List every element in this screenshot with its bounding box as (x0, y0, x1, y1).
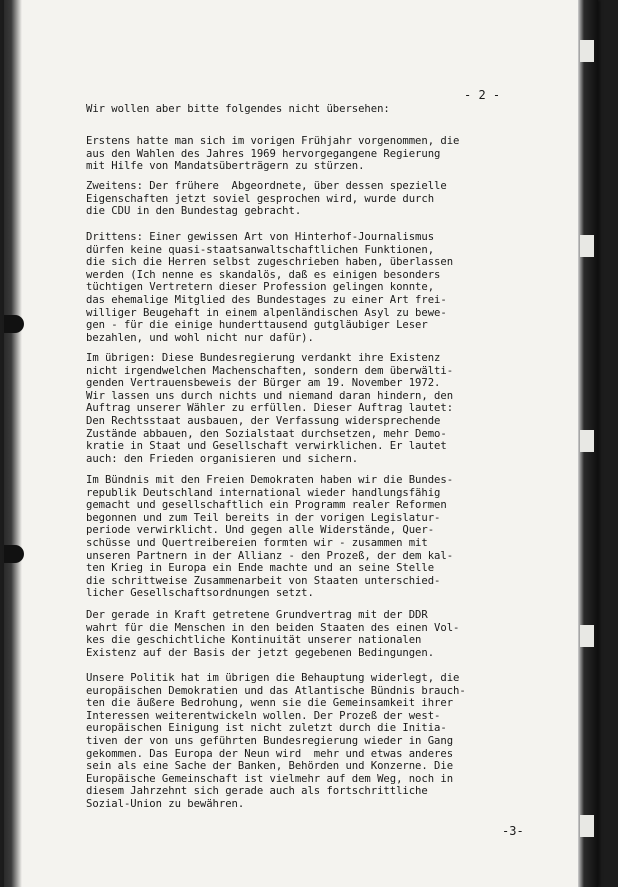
text-line: republik Deutschland international wieder handlungsfähig (86, 486, 441, 499)
text-line: Drittens: Einer gewissen Art von Hinterhof-Journalismus (86, 231, 435, 243)
text-line: licher Gesellschaftsordnungen setzt. (86, 587, 314, 600)
text-line: nicht irgendwelchen Machenschaften, sondern dem überwälti- (86, 364, 454, 377)
text-line: Unsere Politik hat im übrigen die Behauptung widerlegt, die (86, 672, 460, 684)
paragraph-grundvertrag (86, 609, 518, 659)
text-line: kes die geschichtliche Kontinuität unserer nationalen (86, 634, 422, 647)
edge-tab (580, 430, 594, 452)
text-line: gekommen. Das Europa der Neun wird mehr und etwas anderes (86, 747, 454, 760)
text-line: Im übrigen: Diese Bundesregierung verdankt ihre Existenz (86, 352, 441, 364)
text-line: Im Bündnis mit den Freien Demokraten haben wir die Bundes- (86, 474, 454, 486)
text-line: die CDU in den Bundestag gebracht. (86, 205, 302, 218)
text-line: Auftrag unserer Wähler zu erfüllen. Dieser Auftrag lautet: (86, 402, 454, 415)
text-line: Erstens hatte man sich im vorigen Frühjahr vorgenommen, die (86, 135, 460, 147)
paragraph-zweitens (86, 180, 518, 218)
text-line: periode verwirklicht. Und gegen alle Widerstände, Quer- (86, 524, 435, 537)
text-line: diesem Jahrzehnt sich gerade auch als fortschrittliche (86, 785, 428, 798)
text-line: begonnen und zum Teil bereits in der vorigen Legislatur- (86, 511, 441, 524)
text-line: Europäische Gemeinschaft ist vielmehr auf dem Weg, noch in (86, 772, 454, 785)
text-line: williger Beugehaft in einem alpenländischen Asyl zu bewe- (86, 306, 447, 319)
text-line: gen - für die einige hunderttausend gutgläubiger Leser (86, 319, 428, 332)
text-line: unseren Partnern in der Allianz - den Prozeß, der dem kal- (86, 549, 454, 562)
next-page-marker: -3- (502, 824, 524, 838)
text-line: wahrt für die Menschen in den beiden Staaten des einen Vol- (86, 621, 460, 634)
punch-hole (4, 315, 24, 333)
text-line: aus den Wahlen des Jahres 1969 hervorgegangene Regierung (86, 147, 441, 160)
text-line: Der gerade in Kraft getretene Grundvertrag mit der DDR (86, 609, 428, 621)
text-line: kratie in Staat und Gesellschaft verwirklichen. Er lautet (86, 440, 447, 453)
text-line: schüsse und Quertreibereien formten wir - zusammen mit (86, 536, 428, 549)
text-line: dürfen keine quasi-staatsanwaltschaftlichen Funktionen, (86, 243, 435, 256)
text-line: werden (Ich nenne es skandalös, daß es einigen besonders (86, 268, 441, 281)
text-line: ten Krieg in Europa ein Ende machte und an seine Stelle (86, 562, 435, 575)
text-line: Zustände abbauen, den Sozialstaat durchsetzen, mehr Demo- (86, 427, 447, 440)
text-line: die schrittweise Zusammenarbeit von Staaten unterschied- (86, 574, 441, 587)
binder-edge (4, 0, 22, 887)
text-line: Eigenschaften jetzt soviel gesprochen wird, wurde durch (86, 192, 435, 205)
text-line: mit Hilfe von Mandatsüberträgern zu stürzen. (86, 160, 365, 173)
text-line: Existenz auf der Basis der jetzt gegebenen Bedingungen. (86, 646, 435, 659)
edge-tab (580, 625, 594, 647)
text-line: Wir wollen aber bitte folgendes nicht übersehen: (86, 103, 390, 115)
text-line: Den Rechtsstaat ausbauen, der Verfassung widersprechende (86, 414, 441, 427)
text-line: europäischen Demokratien und das Atlantische Bündnis brauch- (86, 684, 466, 697)
text-line: das ehemalige Mitglied des Bundestages zu einer Art frei- (86, 293, 447, 306)
text-line: die sich die Herren selbst zugeschrieben haben, überlassen (86, 256, 454, 269)
paragraph-intro (86, 103, 518, 116)
text-line: bezahlen, und wohl nicht nur dafür). (86, 331, 314, 344)
text-line: Sozial-Union zu bewähren. (86, 797, 245, 810)
text-line: tüchtigen Vertretern dieser Profession gelingen konnte, (86, 281, 435, 294)
text-line: Wir lassen uns durch nichts und niemand daran hindern, den (86, 389, 454, 402)
text-line: europäischen Einigung ist nicht zuletzt durch die Initia- (86, 722, 447, 735)
text-line: sein als eine Sache der Banken, Behörden und Konzerne. Die (86, 760, 454, 773)
text-line: ten die äußere Bedrohung, wenn sie die Gemeinsamkeit ihrer (86, 697, 454, 710)
paragraph-unsere-politik (86, 672, 518, 811)
paragraph-erstens (86, 135, 518, 173)
page-number: - 2 - (464, 88, 501, 102)
text-line: Interessen weiterentwickeln wollen. Der Prozeß der west- (86, 709, 441, 722)
text-line: tiven der von uns geführten Bundesregierung wieder in Gang (86, 734, 454, 747)
edge-tab (580, 815, 594, 837)
punch-hole (4, 545, 24, 563)
text-line: gemacht und gesellschaftlich ein Programm realer Reformen (86, 499, 447, 512)
edge-tab (580, 40, 594, 62)
page-edge-shadow (578, 0, 598, 887)
text-line: Zweitens: Der frühere Abgeordnete, über dessen spezielle (86, 180, 447, 192)
text-line: genden Vertrauensbeweis der Bürger am 19. November 1972. (86, 377, 441, 390)
paragraph-buendnis (86, 474, 518, 600)
text-line: auch: den Frieden organisieren und sichern. (86, 452, 359, 465)
paragraph-im-uebrigen (86, 352, 518, 465)
paragraph-drittens (86, 231, 518, 344)
document-page (4, 0, 598, 887)
edge-tab (580, 235, 594, 257)
